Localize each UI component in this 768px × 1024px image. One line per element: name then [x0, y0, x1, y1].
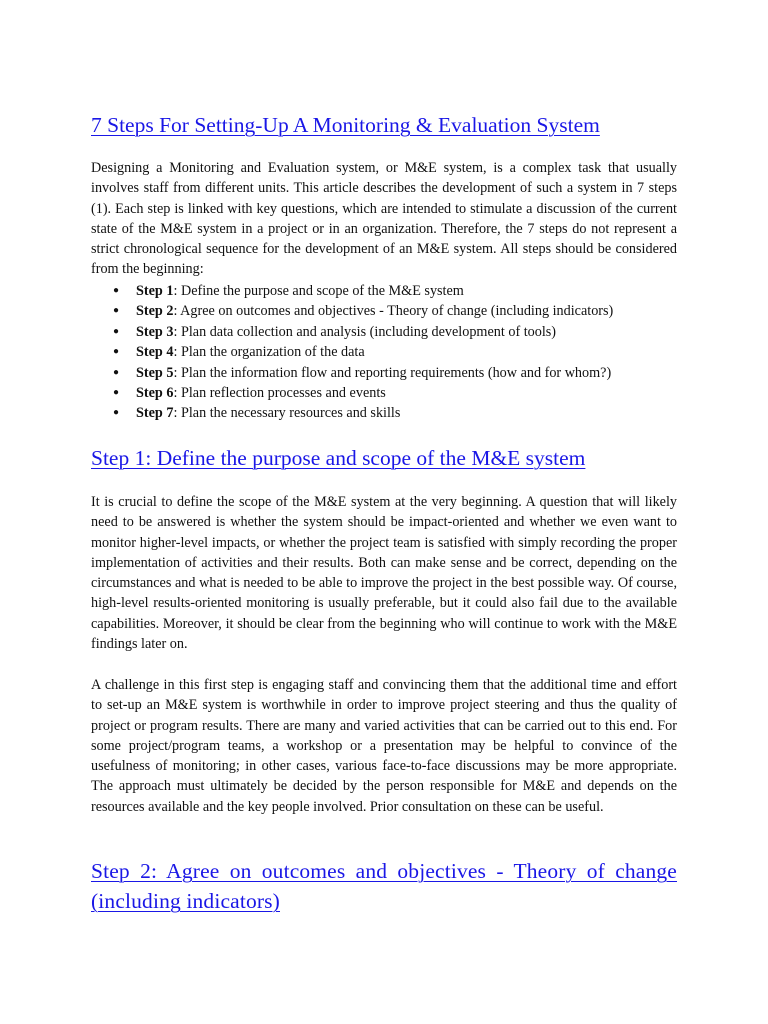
list-item — [91, 281, 677, 301]
step-text: : Plan the information flow and reporting requirements (how and for whom?) — [173, 364, 612, 381]
step-text: : Plan reflection processes and events — [173, 385, 386, 402]
bullet-icon: ● — [113, 366, 120, 378]
bullet-icon: ● — [113, 387, 120, 399]
list-item — [91, 363, 677, 383]
step-text: : Plan data collection and analysis (including development of tools) — [173, 323, 557, 340]
step-label: Step 2 — [136, 303, 174, 320]
bullet-icon: ● — [113, 325, 120, 337]
step-label: Step 4 — [136, 344, 174, 361]
step1-paragraph-2: A challenge in this first step is engaging staff and convincing them that the additional time and effort to set-up an M&E system is worthwhile in order to improve project steering and thus the quality of project or program results. There are many and varied activities that can be carried out to this end. For some project/program teams, a workshop or a presentation may be helpful to convince of the usefulness of monitoring; in other cases, various face-to-face discussions may be more appropriate. The approach must ultimately be decided by the person responsible for M&E and depends on the resources available and the key people involved. Prior consultation on these can be useful. — [91, 677, 677, 815]
step1-heading-link[interactable]: Step 1: Define the purpose and scope of the M&E system — [91, 446, 586, 470]
step-text: : Define the purpose and scope of the M&E system — [173, 283, 464, 299]
bullet-icon: ● — [113, 407, 120, 419]
step-text: : Plan the necessary resources and skills — [173, 405, 401, 422]
step-label: Step 5 — [136, 364, 174, 381]
document-title-link[interactable]: 7 Steps For Setting-Up A Monitoring & Evaluation System — [91, 113, 600, 137]
list-item — [91, 403, 677, 423]
list-item — [91, 383, 677, 403]
step-label: Step 1 — [136, 283, 174, 299]
step-text: : Plan the organization of the data — [173, 344, 365, 361]
list-item — [91, 301, 677, 321]
step1-paragraph-1: It is crucial to define the scope of the M&E system at the very beginning. A question that will likely need to be answered is whether the system should be impact-oriented and whether we even want to monitor higher-level impacts, or whether the project team is satisfied with simply recording the proper implementation of activities and their results. Both can make sense and be correct, depending on the circumstances and what is needed to be able to improve the project in the best possible way. Of course, high-level results-oriented monitoring is usually preferable, but it could also fail due to the available capabilities. Moreover, it should be clear from the beginning who will continue to work with the M&E findings later on. — [91, 494, 677, 653]
steps-list — [91, 281, 677, 424]
step-text: : Agree on outcomes and objectives - Theory of change (including indicators) — [173, 303, 614, 320]
bullet-icon: ● — [113, 346, 120, 358]
step-label: Step 6 — [136, 385, 174, 402]
step-label: Step 7 — [136, 405, 174, 422]
intro-paragraph: Designing a Monitoring and Evaluation system, or M&E system, is a complex task that usually involves staff from different units. This article describes the development of such a system in 7 steps (1). Each step is linked with key questions, which are intended to stimulate a discussion of the current state of the M&E system in a project or in an organization. Therefore, the 7 steps do not represent a strict chronological sequence for the development of an M&E system. All steps should be considered from the beginning: — [91, 160, 677, 278]
bullet-icon: ● — [113, 285, 120, 296]
list-item — [91, 322, 677, 342]
step-label: Step 3 — [136, 323, 174, 340]
step2-heading-link[interactable]: Step 2: Agree on outcomes and objectives - Theory of change (including indicators) — [91, 859, 677, 913]
list-item — [91, 342, 677, 362]
bullet-icon: ● — [113, 305, 120, 317]
